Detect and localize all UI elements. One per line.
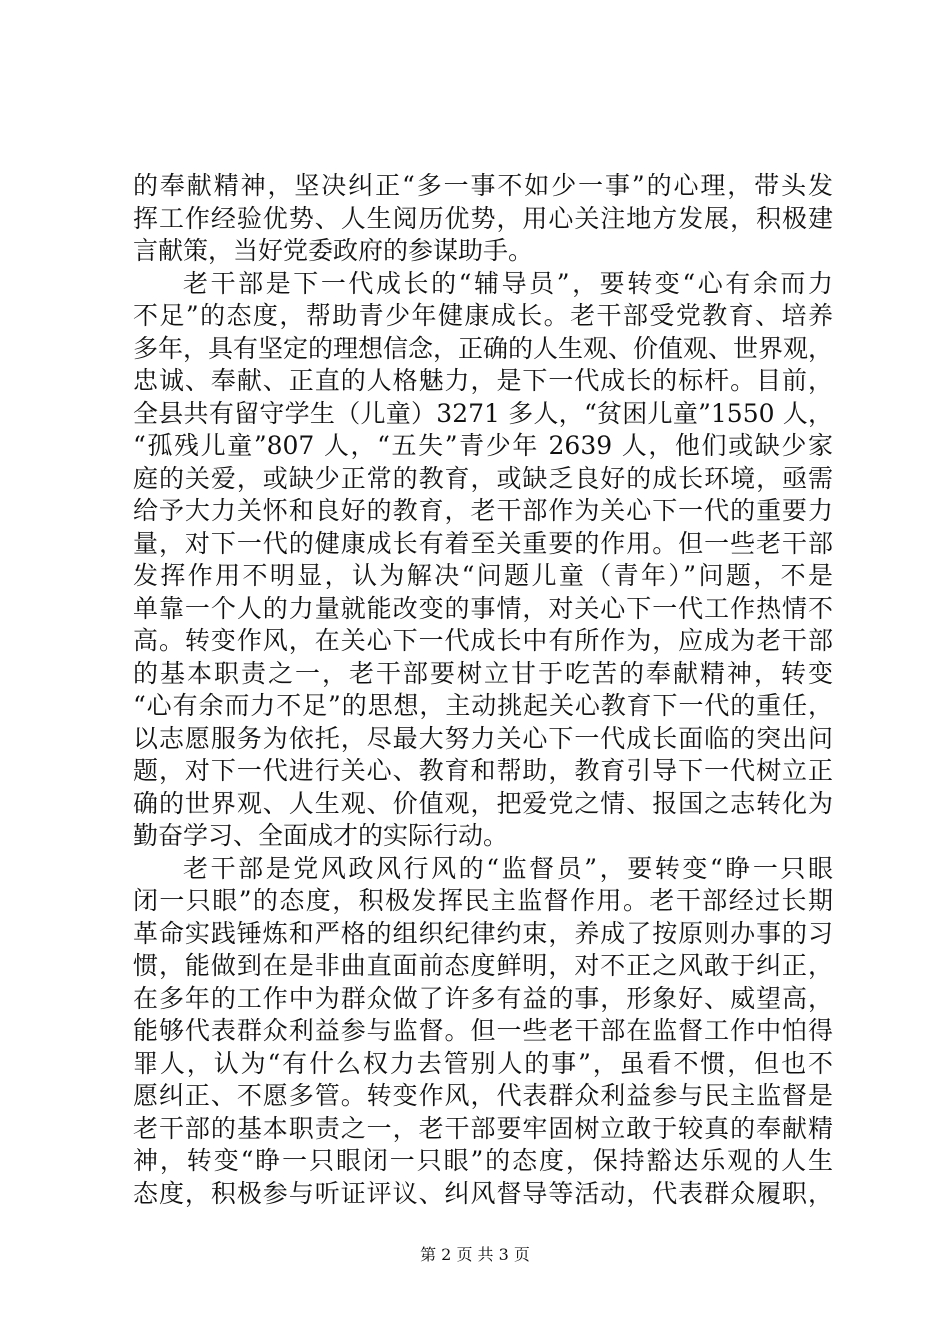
text-line: “心有余而力不足”的思想，主动挑起关心教育下一代的重任， <box>133 691 833 720</box>
body-text <box>133 170 833 1210</box>
text-line: 单靠一个人的力量就能改变的事情，对关心下一代工作热情不 <box>133 593 833 623</box>
text-line: 给予大力关怀和良好的教育，老干部作为关心下一代的重要力 <box>133 496 833 525</box>
text-line: 确的世界观、人生观、价值观，把爱党之情、报国之志转化为 <box>133 788 833 818</box>
text-line: 庭的关爱，或缺少正常的教育，或缺乏良好的成长环境，亟需 <box>133 463 833 493</box>
paragraph-first-line: 老干部是党风政风行风的“监督员”，要转变“睁一只眼 <box>183 853 833 883</box>
text-line: 勤奋学习、全面成才的实际行动。 <box>133 821 509 850</box>
text-line: 多年，具有坚定的理想信念，正确的人生观、价值观、世界观， <box>133 333 834 363</box>
text-line: 神，转变“睁一只眼闭一只眼”的态度，保持豁达乐观的人生 <box>133 1146 833 1175</box>
text-line: 以志愿服务为依托，尽最大努力关心下一代成长面临的突出问 <box>133 723 833 753</box>
text-line: 题，对下一代进行关心、教育和帮助，教育引导下一代树立正 <box>133 756 833 785</box>
text-line: 的基本职责之一，老干部要树立甘于吃苦的奉献精神，转变 <box>133 658 833 688</box>
text-line: “孤残儿童”807 人，“五失”青少年 2639 人，他们或缺少家 <box>133 431 833 460</box>
text-line: 态度，积极参与听证评议、纠风督导等活动，代表群众履职， <box>133 1178 833 1208</box>
text-line: 革命实践锤炼和严格的组织纪律约束，养成了按原则办事的习 <box>133 918 833 948</box>
text-line: 高。转变作风，在关心下一代成长中有所作为，应成为老干部 <box>133 626 833 655</box>
text-line: 愿纠正、不愿多管。转变作风，代表群众利益参与民主监督是 <box>133 1081 833 1110</box>
text-line: 在多年的工作中为群众做了许多有益的事，形象好、威望高， <box>133 983 833 1013</box>
text-line: 全县共有留守学生（儿童）3271 多人，“贫困儿童”1550 人， <box>133 398 833 428</box>
text-line: 量，对下一代的健康成长有着至关重要的作用。但一些老干部 <box>133 528 833 558</box>
text-line: 老干部的基本职责之一，老干部要牢固树立敢于较真的奉献精 <box>133 1113 833 1143</box>
text-line: 闭一只眼”的态度，积极发挥民主监督作用。老干部经过长期 <box>133 886 833 915</box>
page-footer: 第 2 页 共 3 页 <box>420 1245 530 1264</box>
text-line: 不足”的态度，帮助青少年健康成长。老干部受党教育、培养 <box>133 301 833 330</box>
text-line: 发挥作用不明显，认为解决“问题儿童（青年）”问题，不是 <box>133 561 833 590</box>
paragraph-first-line: 老干部是下一代成长的“辅导员”，要转变“心有余而力 <box>183 268 833 298</box>
text-line: 言献策，当好党委政府的参谋助手。 <box>133 236 534 265</box>
text-line: 的奉献精神，坚决纠正“多一事不如少一事”的心理，带头发 <box>133 171 833 200</box>
text-line: 挥工作经验优势、人生阅历优势，用心关注地方发展，积极建 <box>133 203 833 233</box>
text-line: 惯，能做到在是非曲直面前态度鲜明，对不正之风敢于纠正， <box>133 951 833 980</box>
text-line: 忠诚、奉献、正直的人格魅力，是下一代成长的标杆。目前， <box>133 366 833 395</box>
text-line: 罪人，认为“有什么权力去管别人的事”，虽看不惯，但也不 <box>133 1048 833 1078</box>
text-line: 能够代表群众利益参与监督。但一些老干部在监督工作中怕得 <box>133 1016 833 1045</box>
